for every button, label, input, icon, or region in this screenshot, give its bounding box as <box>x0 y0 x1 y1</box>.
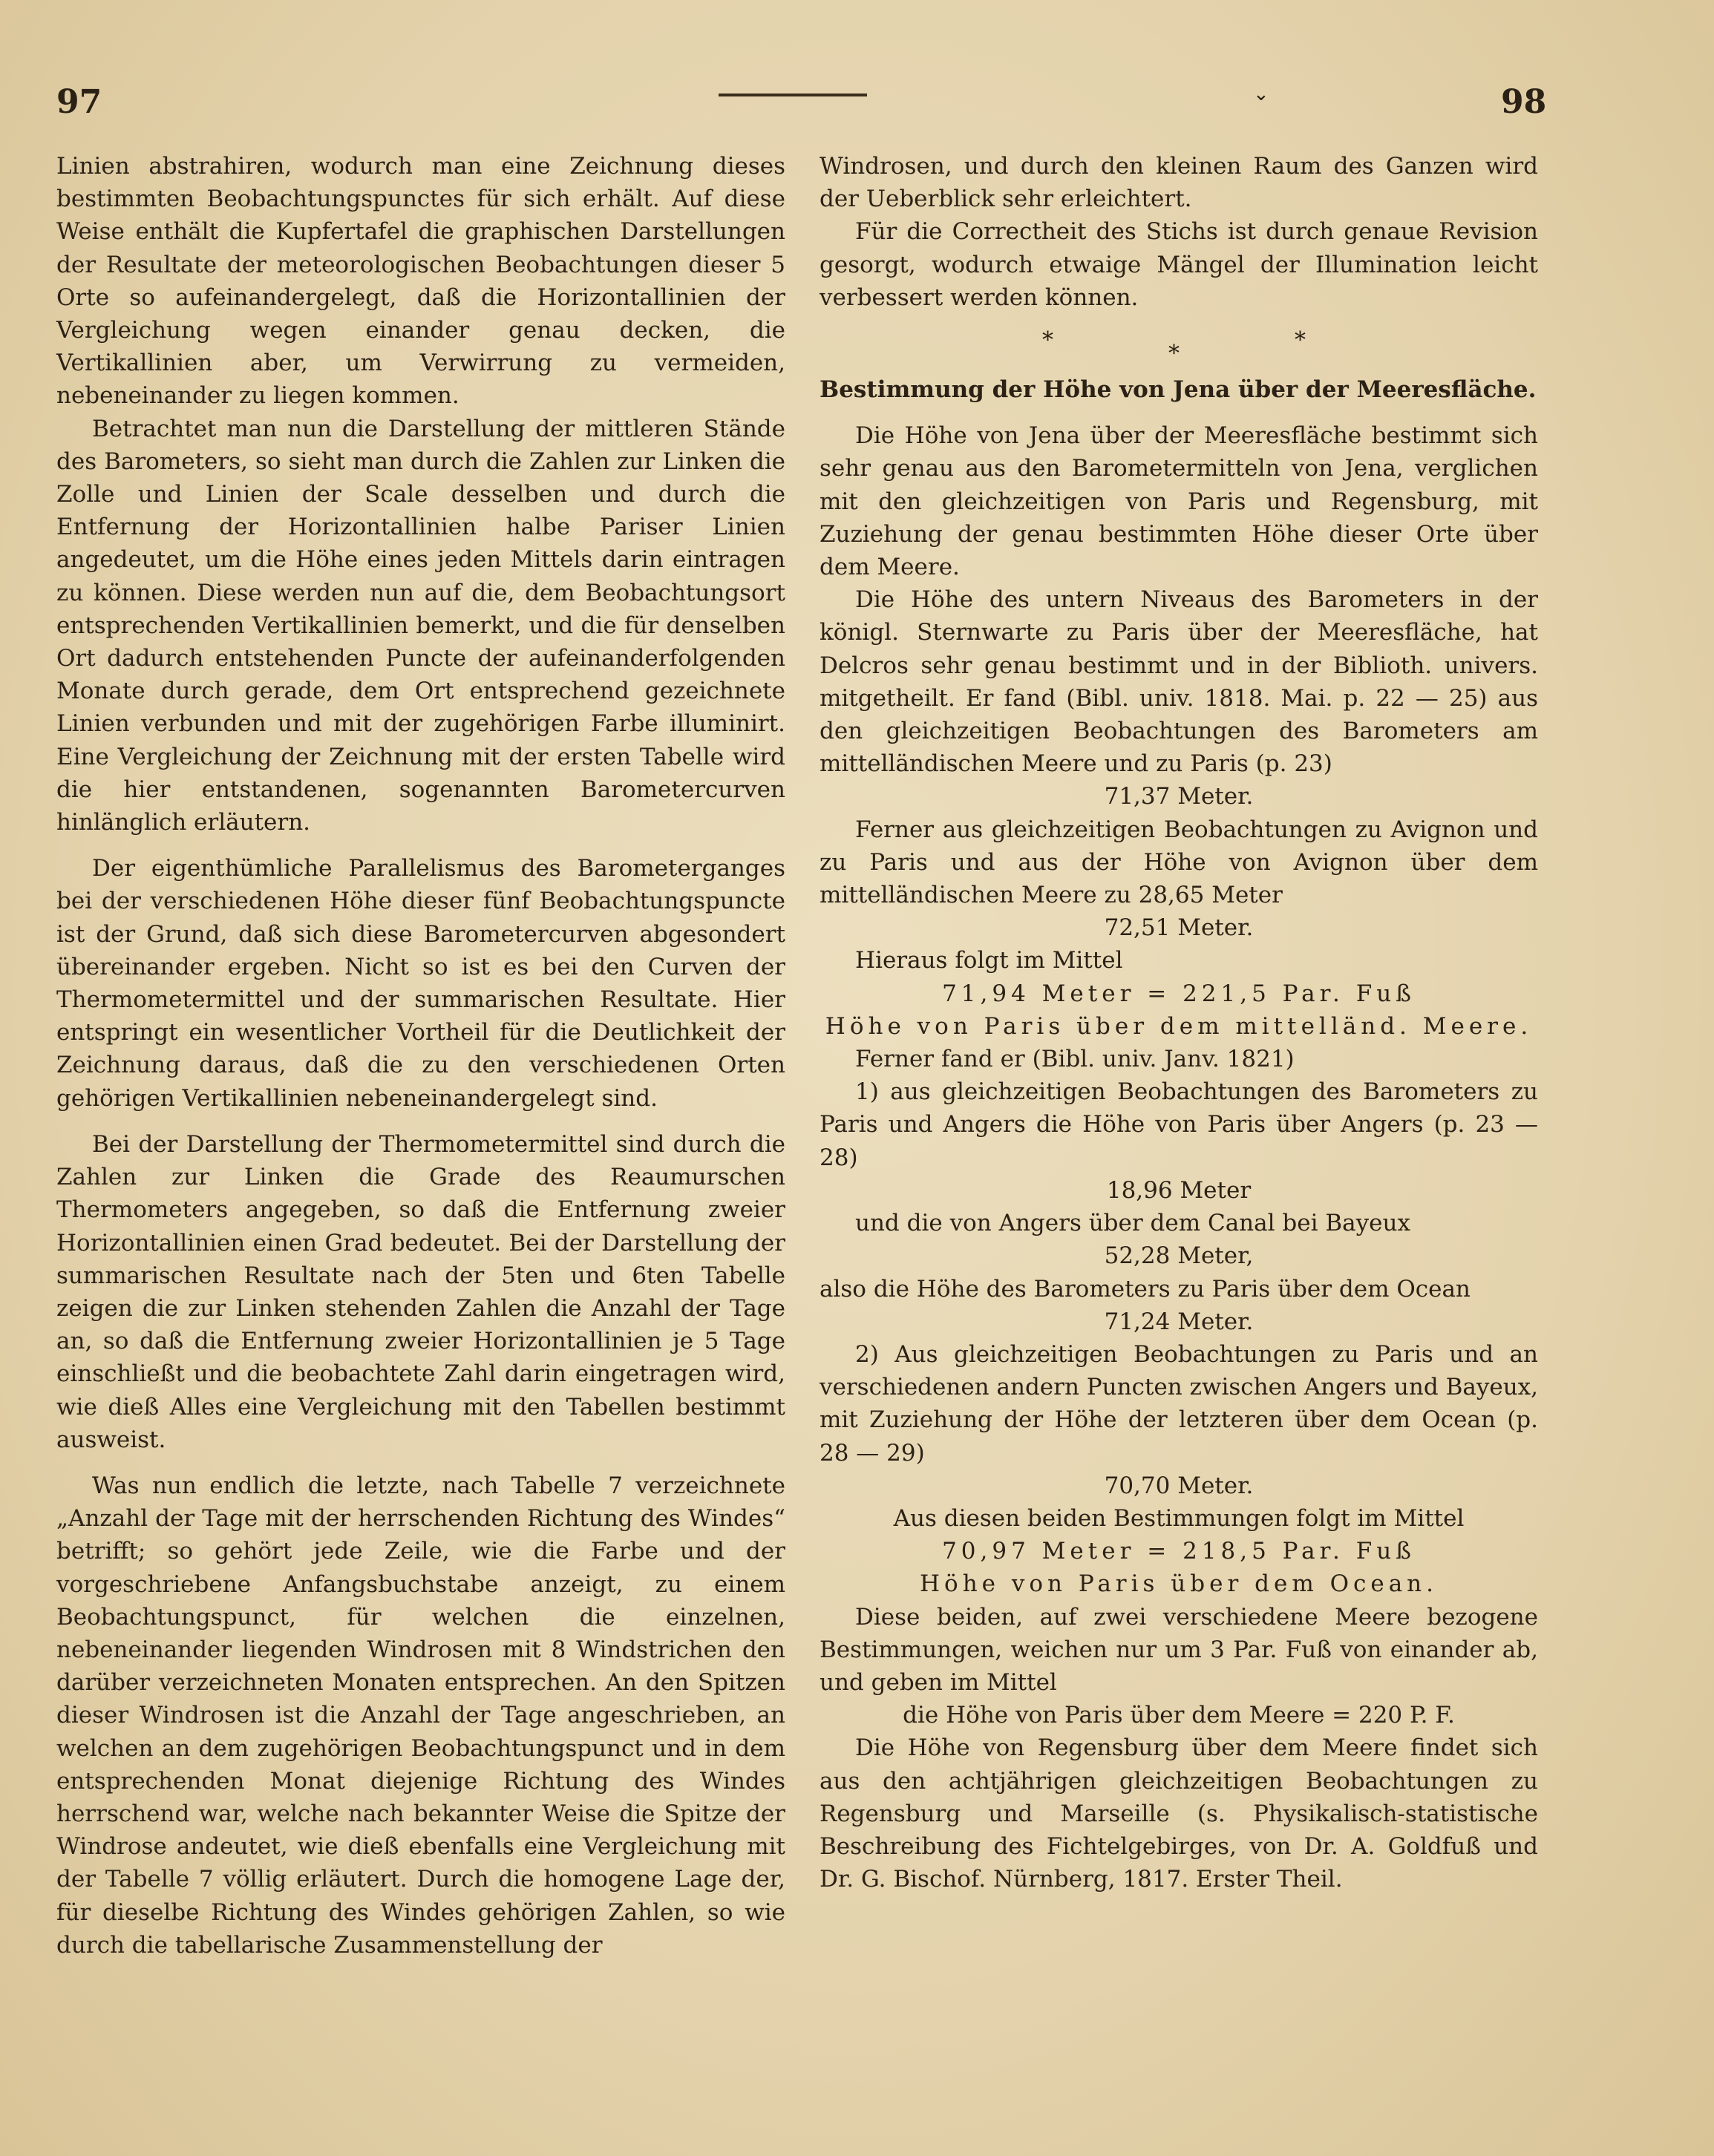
right-paragraph: und die von Angers über dem Canal bei Bayeux <box>855 1210 1410 1237</box>
value-line: 52,28 Meter, <box>1104 1242 1254 1270</box>
ink-mark: ⌄ <box>1253 83 1269 105</box>
value-line: Höhe von Paris über dem mittelländ. Meere. <box>825 1012 1533 1040</box>
section-divider-stars <box>820 314 1538 373</box>
value-line: die Höhe von Paris über dem Meere = 220 P. F. <box>903 1702 1455 1729</box>
left-column <box>56 150 785 1962</box>
right-paragraph: Aus diesen beiden Bestimmungen folgt im Mittel <box>893 1504 1465 1532</box>
header-rule <box>719 94 867 96</box>
value-line: 71,37 Meter. <box>1104 783 1254 810</box>
left-paragraph: Der eigenthümliche Parallelismus des Barometerganges bei der verschiedenen Höhe dieser fünf Beobachtungspuncte ist der Grund, daß sich diese Barometercurven abgesondert übereinander ergeben. Nicht so ist es bei den Curven der Thermometermittel und der summarischen Resultate. Hier entspringt ein wesentlicher Vortheil für die Deutlichkeit der Zeichnung daraus, daß die zu den verschiedenen Orten gehörigen Vertikallinien nebeneinandergelegt sind. <box>56 855 785 1112</box>
star: * <box>1168 341 1180 367</box>
right-paragraph: Diese beiden, auf zwei verschiedene Meere bezogene Bestimmungen, weichen nur um 3 Par. Fuß von einander ab, und geben im Mittel <box>820 1603 1538 1696</box>
right-paragraph: Ferner fand er (Bibl. univ. Janv. 1821) <box>855 1046 1295 1073</box>
left-paragraph: Was nun endlich die letzte, nach Tabelle 7 verzeichnete „Anzahl der Tage mit der herrschenden Richtung des Windes“ betrifft; so gehört jede Zeile, wie die Farbe und der vorgeschriebene Anfangsbuchstabe anzeigt, zu einem Beobachtungspunct, für welchen die einzelnen, nebeneinander liegenden Windrosen mit 8 Windstrichen den darüber verzeichneten Monaten entsprechen. An den Spitzen dieser Windrosen ist die Anzahl der Tage angeschrieben, an welchen an dem zugehörigen Beobachtungspunct und in dem entsprechenden Monat diejenige Richtung des Windes herrschend war, welche nach bekannter Weise die Spitze der Windrose andeutet, wie dieß ebenfalls eine Vergleichung mit der Tabelle 7 völlig erläutert. Durch die homogene Lage der, für dieselbe Richtung des Windes gehörigen Zahlen, so wie durch die tabellarische Zusammenstellung der <box>56 1472 785 1959</box>
right-column <box>820 150 1538 1895</box>
value-line: 71,94 Meter = 221,5 Par. Fuß <box>942 980 1416 1007</box>
right-paragraph: also die Höhe des Barometers zu Paris über dem Ocean <box>820 1275 1471 1303</box>
section-title: Bestimmung der Höhe von Jena über der Meeresfläche. <box>820 376 1537 404</box>
left-paragraph: Bei der Darstellung der Thermometermittel sind durch die Zahlen zur Linken die Grade des Reaumurschen Thermometers angegeben, so daß die Entfernung zweier Horizontallinien einen Grad bedeutet. Bei der Darstellung der summarischen Resultate nach der 5ten und 6ten Tabelle zeigen die zur Linken stehenden Zahlen die Anzahl der Tage an, so daß die Entfernung zweier Horizontallinien je 5 Tage einschließt und die beobachtete Zahl darin eingetragen wird, wie dieß Alles eine Vergleichung mit den Tabellen bestimmt ausweist. <box>56 1130 785 1453</box>
right-paragraph: Die Höhe von Jena über der Meeresfläche bestimmt sich sehr genau aus den Barometermitteln von Jena, verglichen mit den gleichzeitigen von Paris und Regensburg, mit Zuziehung der genau bestimmten Höhe dieser Orte über dem Meere. <box>820 422 1538 581</box>
value-line: 70,97 Meter = 218,5 Par. Fuß <box>942 1538 1416 1565</box>
star: * <box>1042 327 1053 354</box>
value-line: Höhe von Paris über dem Ocean. <box>920 1570 1438 1598</box>
left-paragraph: Linien abstrahiren, wodurch man eine Zeichnung dieses bestimmten Beobachtungspunctes für sich erhält. Auf diese Weise enthält die Kupfertafel die graphischen Darstellungen der Resultate der meteorologischen Beobachtungen dieser 5 Orte so aufeinandergelegt, daß die Horizontallinien der Vergleichung wegen einander genau decken, die Vertikallinien aber, um Verwirrung zu vermeiden, nebeneinander zu liegen kommen. <box>56 153 785 410</box>
right-paragraph: 2) Aus gleichzeitigen Beobachtungen zu Paris und an verschiedenen andern Puncten zwischen Angers und Bayeux, mit Zuziehung der Höhe der letzteren über dem Ocean (p. 28 — 29) <box>820 1340 1538 1467</box>
right-paragraph: Ferner aus gleichzeitigen Beobachtungen zu Avignon und zu Paris und aus der Höhe von Avignon über dem mittelländischen Meere zu 28,65 Meter <box>820 816 1538 909</box>
page-number-right: 98 <box>1501 83 1547 121</box>
right-paragraph: Hieraus folgt im Mittel <box>855 947 1123 974</box>
page-number-left: 97 <box>56 83 102 121</box>
right-paragraph: Die Höhe des untern Niveaus des Barometers in der königl. Sternwarte zu Paris über der Meeresfläche, hat Delcros sehr genau bestimmt und in der Biblioth. univers. mitgetheilt. Er fand (Bibl. univ. 1818. Mai. p. 22 — 25) aus den gleichzeitigen Beobachtungen des Barometers am mittelländischen Meere und zu Paris (p. 23) <box>820 586 1538 778</box>
right-paragraph: Windrosen, und durch den kleinen Raum des Ganzen wird der Ueberblick sehr erleichtert. <box>820 153 1538 213</box>
left-paragraph: Betrachtet man nun die Darstellung der mittleren Stände des Barometers, so sieht man durch die Zahlen zur Linken die Zolle und Linien der Scale desselben und durch die Entfernung der Horizontallinien halbe Pariser Linien angedeutet, um die Höhe eines jeden Mittels darin eintragen zu können. Diese werden nun auf die, dem Beobachtungsort entsprechenden Vertikallinien bemerkt, und die für denselben Ort dadurch entstehenden Puncte der aufeinanderfolgenden Monate durch gerade, dem Ort entsprechend gezeichnete Linien verbunden und mit der zugehörigen Farbe illuminirt. Eine Vergleichung der Zeichnung mit der ersten Tabelle wird die hier entstandenen, sogenannten Barometercurven hinlänglich erläutern. <box>56 415 785 836</box>
right-paragraph: Für die Correctheit des Stichs ist durch genaue Revision gesorgt, wodurch etwaige Mängel der Illumination leicht verbessert werden können. <box>820 218 1538 311</box>
value-line: 71,24 Meter. <box>1104 1308 1254 1335</box>
value-line: 18,96 Meter <box>1106 1176 1252 1204</box>
right-paragraph: Die Höhe von Regensburg über dem Meere findet sich aus den achtjährigen gleichzeitigen Beobachtungen zu Regensburg und Marseille (s. Physikalisch-statistische Beschreibung des Fichtelgebirges, von Dr. A. Goldfuß und Dr. G. Bischof. Nürnberg, 1817. Erster Theil. <box>820 1734 1538 1893</box>
star: * <box>1295 327 1306 354</box>
value-line: 72,51 Meter. <box>1104 914 1254 942</box>
right-paragraph: 1) aus gleichzeitigen Beobachtungen des Barometers zu Paris und Angers die Höhe von Paris über Angers (p. 23 — 28) <box>820 1078 1538 1171</box>
value-line: 70,70 Meter. <box>1104 1472 1254 1499</box>
